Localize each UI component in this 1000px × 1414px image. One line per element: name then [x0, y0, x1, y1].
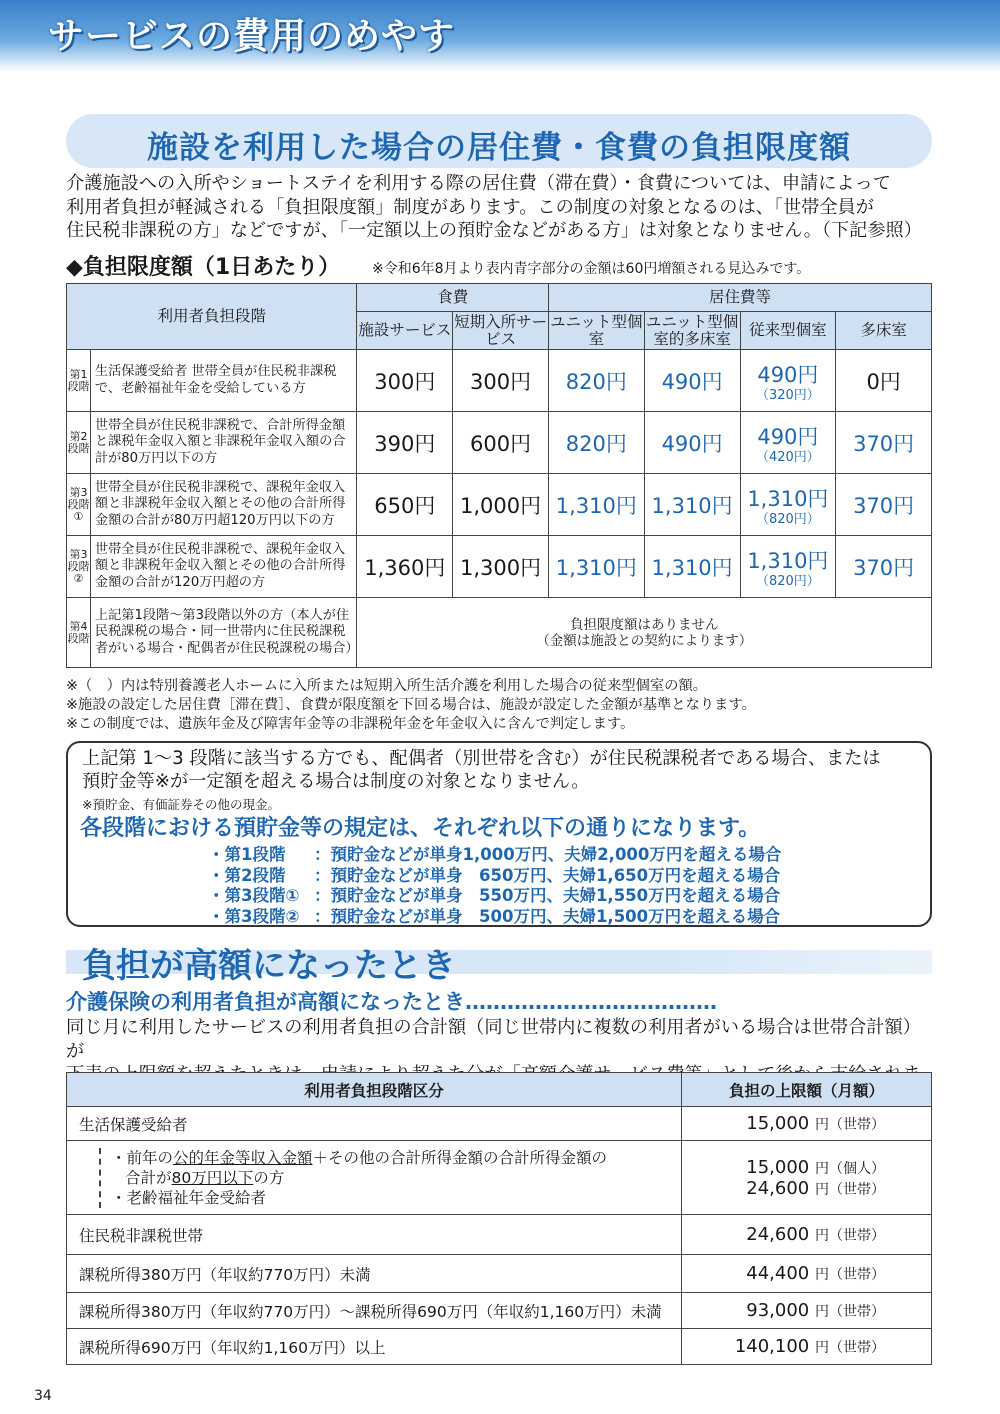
list-item [208, 907, 781, 928]
section1-title: 施設を利用した場合の居住費・食費の負担限度額 [147, 130, 851, 166]
list-value: ：預貯金などが単身 500万円、夫婦1,500万円を超える場合 [314, 906, 781, 926]
sub-criteria [99, 1148, 681, 1208]
amount-cell: 820円 [548, 350, 644, 412]
limit-cell [682, 1329, 932, 1365]
list-value: ：預貯金などが単身 650万円、夫婦1,650万円を超える場合 [314, 865, 781, 885]
stage-desc: 世帯全員が住民税非課税で、課税年金収入額と非課税年金収入額とその他の合計所得金額の合計が80万円超120万円以下の方 [90, 474, 357, 536]
no-limit-text: 負担限度額はありません [569, 616, 719, 633]
amount-cell: 300円 [453, 350, 549, 412]
short-header: 短期入所サービス [454, 312, 548, 348]
stage-label: 第3段階② [67, 536, 91, 598]
food-header: 食費 [357, 284, 549, 312]
amount-cell: 0円 [836, 350, 932, 412]
table-row [67, 1255, 932, 1293]
section2-subtitle: 介護保険の利用者負担が高額になったとき……………………………… [66, 990, 717, 1014]
amount-cell: 650円 [357, 474, 453, 536]
amount-cell [740, 350, 836, 412]
list-key: ・第2段階 [208, 865, 286, 885]
amount-sub: （320円） [755, 387, 820, 403]
limit-cell [682, 1141, 932, 1215]
amount-cell [740, 536, 836, 598]
stage-desc: 世帯全員が住民税非課税で、合計所得金額と課税年金収入額と非課税年金収入額の合計が80万円以下の方 [90, 412, 357, 474]
list-key: ・第3段階① [208, 886, 300, 905]
limit-cell [682, 1293, 932, 1329]
text-span: 合計が [125, 1168, 172, 1187]
limit-cell [682, 1107, 932, 1141]
limit-unit: 円（個人） [815, 1160, 885, 1177]
limit-amount: 44,400 [746, 1263, 810, 1284]
amount-main: 490円 [757, 424, 819, 449]
amount-cell: 1,310円 [644, 536, 740, 598]
table-row [67, 1141, 932, 1215]
page-title: サービスの費用のめやす [48, 16, 456, 57]
note-line: ※施設の設定した居住費［滞在費］、食費が限度額を下回る場合は、施設が設定した金額が基準となります。 [66, 697, 756, 713]
page-number: 34 [34, 1388, 52, 1404]
limit-unit: 円（世帯） [815, 1304, 885, 1320]
limit-cell [682, 1255, 932, 1293]
underlined-text: 公的年金等収入金額 [173, 1148, 313, 1167]
limit-unit: 円（世帯） [815, 1181, 885, 1198]
table-row [67, 536, 932, 598]
criteria-line [111, 1148, 681, 1168]
amount-cell: 300円 [357, 350, 453, 412]
amount-cell: 490円 [644, 412, 740, 474]
stage-label: 第4段階 [67, 598, 91, 668]
box-heading: 各段階における預貯金等の規定は、それぞれ以下の通りになります。 [80, 816, 761, 841]
text-span: の合計所得金額の [483, 1148, 608, 1167]
stage-desc: 生活保護受給者 世帯全員が住民税非課税で、老齢福祉年金を受給している方 [90, 350, 357, 412]
amount-main: 1,310円 [747, 486, 829, 511]
housing-header: 居住費等 [548, 284, 931, 312]
table-row [67, 1329, 932, 1365]
limit-amount: 15,000 [746, 1156, 810, 1178]
table-row [67, 412, 932, 474]
table-row [67, 474, 932, 536]
limit-table [66, 283, 932, 668]
box-line: 預貯金等※が一定額を超える場合は制度の対象となりません。 [82, 771, 590, 792]
list-value: ：預貯金などが単身 550万円、夫婦1,550万円を超える場合 [314, 886, 781, 905]
limit-cell [682, 1215, 932, 1255]
intro-line: 住民税非課税の方」などですが、「一定額以上の預貯金などがある方」は対象となりません。（下記参照） [66, 220, 922, 241]
limit-amount: 24,600 [746, 1177, 810, 1199]
category-cell: 住民税非課税世帯 [67, 1215, 682, 1255]
amount-main: 490円 [757, 362, 819, 387]
criteria-line: ・老齢福祉年金受給者 [111, 1188, 267, 1207]
amount-cell: 1,310円 [644, 474, 740, 536]
limit-unit: 円（世帯） [815, 1267, 885, 1283]
multi-header: 多床室 [836, 312, 932, 350]
table-row [67, 350, 932, 412]
category-cell: 生活保護受給者 [67, 1107, 682, 1141]
note-line: ※この制度では、遺族年金及び障害年金等の非課税年金を年金収入に含んで判定します。 [66, 716, 635, 732]
limit-amount: 140,100 [734, 1336, 810, 1357]
criteria-line [111, 1168, 681, 1188]
table-row [67, 1215, 932, 1255]
section2-title: 負担が高額になったとき [82, 946, 456, 986]
list-item [208, 845, 781, 866]
intro-line: 利用者負担が軽減される「負担限度額」制度があります。この制度の対象となるのは、「世帯全員が [66, 196, 874, 218]
limit-amount: 24,600 [746, 1224, 810, 1245]
amount-cell: 390円 [357, 412, 453, 474]
limit-unit: 円（世帯） [815, 1117, 885, 1133]
list-item [208, 886, 781, 907]
unit-semi-header: ユニット型個室的多床室 [645, 312, 739, 348]
intro-line: 介護施設への入所やショートステイを利用する際の居住費（滞在費）・食費については、申請によって [66, 173, 891, 194]
list-value: ：預貯金などが単身1,000万円、夫婦2,000万円を超える場合 [314, 845, 782, 864]
table-notes [66, 677, 946, 734]
underlined-text: 80万円以下 [171, 1168, 254, 1187]
intro-line: 同じ月に利用したサービスの利用者負担の合計額（同じ世帯内に複数の利用者がいる場合は世帯合計額）が [66, 1017, 921, 1062]
amount-cell [740, 474, 836, 536]
savings-box [66, 741, 932, 927]
stage-label: 第1段階 [67, 350, 91, 412]
amount-cell: 820円 [548, 412, 644, 474]
box-text [82, 747, 922, 793]
unit-private-header: ユニット型個室 [550, 312, 643, 348]
limit-subnote: ※令和6年8月より表内青字部分の金額は60円増額される見込みです。 [372, 261, 811, 277]
section1-intro [66, 172, 936, 243]
facility-header: 施設サービス [357, 312, 453, 350]
list-key: ・第1段階 [208, 845, 286, 864]
box-line: 上記第 1～3 段階に該当する方でも、配偶者（別世帯を含む）が住民税課税者である場合、または [82, 748, 881, 769]
amount-cell: 1,310円 [548, 536, 644, 598]
category-cell: 課税所得380万円（年収約770万円）～課税所得690万円（年収約1,160万円）未満 [67, 1293, 682, 1329]
amount-cell: 370円 [836, 474, 932, 536]
category-header: 利用者負担段階区分 [67, 1073, 682, 1107]
amount-cell: 1,000円 [453, 474, 549, 536]
limit-subheading: ◆負担限度額（1日あたり） [66, 255, 341, 280]
text-span: ＋その他の合計所得金額 [312, 1148, 484, 1167]
high-cost-table [66, 1072, 932, 1365]
stage-desc: 上記第1段階～第3段階以外の方（本人が住民税課税の場合・同一世帯内に住民税課税者がいる場合・配偶者が住民税課税の場合） [90, 598, 357, 668]
section1-banner [66, 114, 932, 168]
limit-unit: 円（世帯） [815, 1228, 885, 1244]
conventional-header: 従来型個室 [740, 312, 836, 350]
category-cell [67, 1141, 682, 1215]
amount-sub: （820円） [755, 573, 820, 589]
limit-amount: 93,000 [746, 1300, 810, 1321]
amount-cell: 600円 [453, 412, 549, 474]
list-key: ・第3段階② [208, 906, 300, 926]
stage-label: 第3段階① [67, 474, 91, 536]
no-limit-subtext: （金額は施設との契約によります） [536, 632, 753, 649]
amount-cell [740, 412, 836, 474]
amount-cell: 370円 [836, 412, 932, 474]
savings-list [208, 845, 781, 927]
note-line: ※（ ）内は特別養護老人ホームに入所または短期入所生活介護を利用した場合の従来型個室の額。 [66, 678, 708, 694]
amount-main: 1,310円 [747, 548, 829, 573]
limit-amount: 15,000 [746, 1113, 810, 1134]
table-row [67, 1107, 932, 1141]
box-small-note: ※預貯金、有価証券その他の現金。 [82, 797, 280, 812]
amount-sub: （820円） [755, 511, 820, 527]
category-cell: 課税所得380万円（年収約770万円）未満 [67, 1255, 682, 1293]
amount-cell: 370円 [836, 536, 932, 598]
limit-unit: 円（世帯） [815, 1340, 885, 1356]
no-limit-cell [357, 598, 932, 668]
list-item [208, 866, 781, 887]
table-row [67, 598, 932, 668]
limit-header: 負担の上限額（月額） [682, 1073, 932, 1107]
text-span: の方 [253, 1168, 285, 1187]
stage-header: 利用者負担段階 [67, 284, 357, 350]
text-span: ・前年の [111, 1148, 174, 1167]
amount-cell: 1,360円 [357, 536, 453, 598]
stage-label: 第2段階 [67, 412, 91, 474]
stage-desc: 世帯全員が住民税非課税で、課税年金収入額と非課税年金収入額とその他の合計所得金額の合計が120万円超の方 [90, 536, 357, 598]
amount-sub: （420円） [755, 449, 820, 465]
amount-cell: 490円 [644, 350, 740, 412]
table-row [67, 1293, 932, 1329]
category-cell: 課税所得690万円（年収約1,160万円）以上 [67, 1329, 682, 1365]
amount-cell: 1,300円 [453, 536, 549, 598]
amount-cell: 1,310円 [548, 474, 644, 536]
